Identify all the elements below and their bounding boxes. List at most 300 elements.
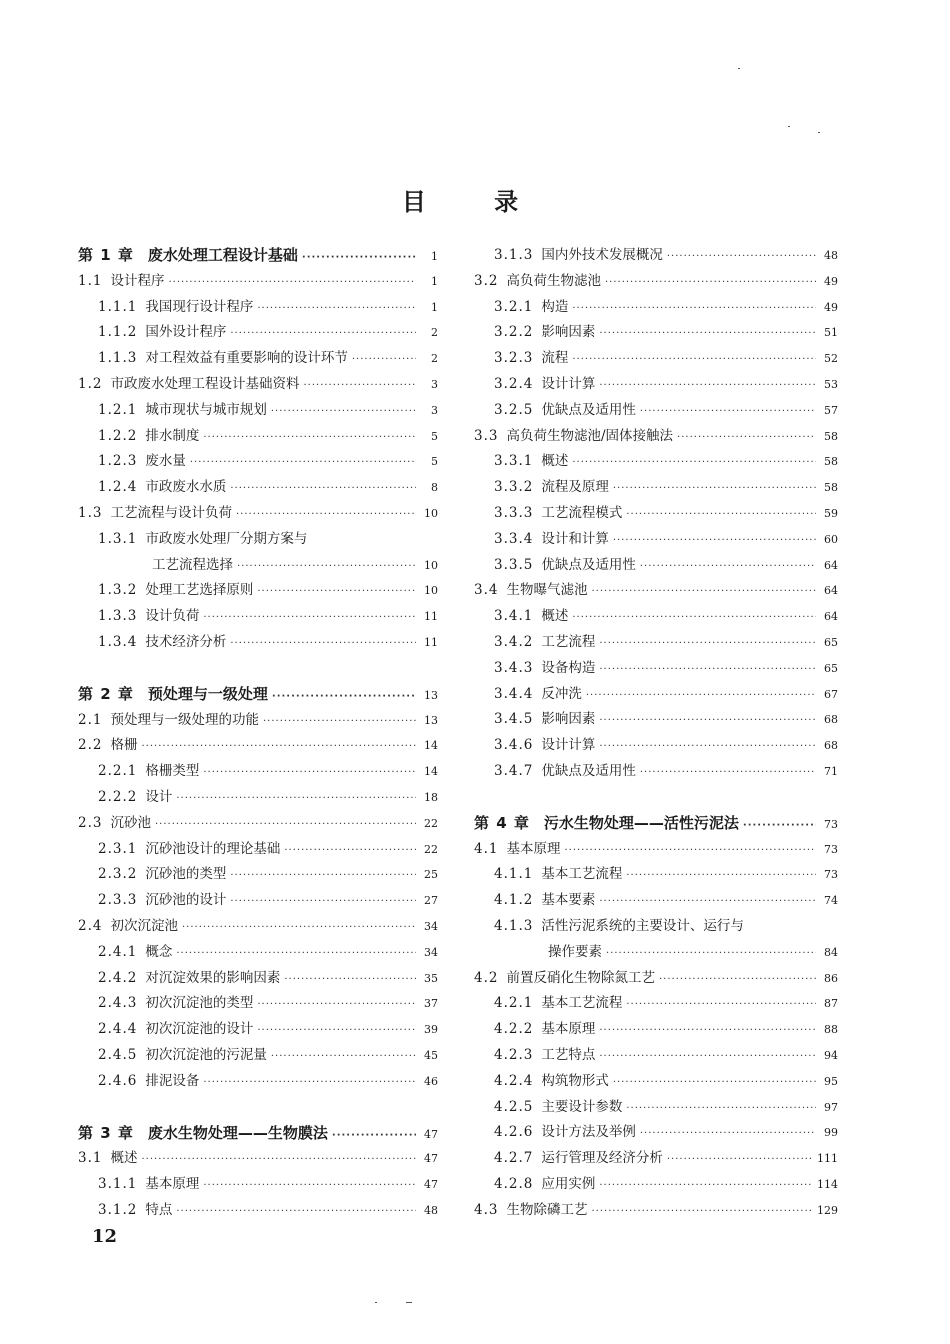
toc-entry-title: 构造 [541, 298, 569, 315]
toc-entry-number: 3.3.4 [494, 530, 534, 547]
toc-entry[interactable] [78, 372, 438, 398]
toc-chapter-entry[interactable] [78, 1121, 438, 1147]
toc-leader-dots [599, 1018, 816, 1044]
scan-speck [788, 126, 790, 127]
toc-leader-dots [640, 760, 816, 786]
toc-entry-number: 2.4.5 [98, 1046, 138, 1063]
toc-entry-number: 2.4.2 [98, 969, 138, 986]
toc-leader-dots [640, 554, 816, 580]
toc-entry-page: 53 [824, 377, 838, 391]
toc-entry-title: 生物除磷工艺 [506, 1201, 588, 1218]
toc-entry-number: 4.3 [474, 1201, 499, 1218]
toc-entry-number: 2.4.3 [98, 995, 138, 1012]
toc-entry[interactable] [78, 475, 438, 501]
toc-entry-number: 3.1.1 [98, 1176, 138, 1193]
toc-entry-page: 11 [424, 610, 438, 624]
toc-entry[interactable] [474, 707, 838, 733]
toc-entry[interactable] [78, 295, 438, 321]
toc-entry[interactable] [474, 424, 838, 450]
toc-entry-title: 废水生物处理——生物膜法 [147, 1123, 328, 1142]
toc-entry-number: 1.3.3 [98, 608, 138, 625]
toc-entry-title: 市政废水水质 [145, 479, 227, 496]
toc-entry-page: 35 [424, 971, 438, 985]
toc-entry-page: 58 [824, 455, 838, 469]
toc-entry-number: 4.2.3 [494, 1046, 534, 1063]
toc-entry-number: 第 1 章 [78, 246, 134, 264]
toc-entry-number: 2.3.1 [98, 840, 138, 857]
toc-entry-title: 优缺点及适用性 [541, 401, 636, 418]
toc-entry-title: 工艺流程与设计负荷 [110, 504, 232, 521]
toc-entry-number: 3.3.3 [494, 504, 534, 521]
toc-entry-number: 第 2 章 [78, 684, 134, 703]
toc-entry[interactable] [78, 398, 438, 424]
scan-speck [738, 68, 740, 69]
toc-entry-number: 3.2.2 [494, 324, 534, 341]
toc-entry-page: 68 [824, 739, 838, 753]
toc-entry-number: 3.3.5 [494, 556, 534, 573]
toc-leader-dots [605, 270, 816, 296]
toc-entry[interactable] [78, 733, 438, 759]
toc-entry-number: 4.2.5 [494, 1098, 534, 1115]
toc-leader-dots [257, 579, 416, 605]
toc-entry-title: 概述 [110, 1150, 138, 1167]
toc-entry-title: 设计和计算 [541, 530, 609, 547]
toc-entry[interactable] [78, 991, 438, 1017]
toc-entry-page: 39 [424, 1023, 438, 1037]
toc-entry-page: 25 [424, 868, 438, 882]
toc-leader-dots [606, 941, 816, 967]
toc-leader-dots [564, 838, 816, 864]
toc-entry-number: 1.3.4 [98, 633, 138, 650]
toc-entry[interactable] [474, 991, 838, 1017]
toc-entry[interactable] [78, 449, 438, 475]
toc-entry-page: 51 [824, 326, 838, 340]
toc-entry[interactable] [474, 1146, 838, 1172]
toc-entry-page: 47 [424, 1127, 438, 1141]
toc-entry-number: 1.1.2 [98, 324, 138, 341]
toc-leader-dots [168, 270, 416, 296]
toc-leader-dots [572, 296, 816, 322]
toc-entry-number: 1.3 [78, 504, 103, 521]
toc-leader-dots [591, 579, 816, 605]
toc-entry-number: 3.2.3 [494, 350, 534, 367]
toc-entry-title: 沉砂池 [110, 814, 151, 831]
toc-entry-number: 3.1.2 [98, 1201, 138, 1218]
toc-entry-number: 3.4.7 [494, 762, 534, 779]
toc-entry-number: 3.3.1 [494, 453, 534, 470]
toc-leader-dots [572, 347, 816, 373]
toc-entry[interactable] [78, 966, 438, 992]
toc-entry-title: 对沉淀效果的影响因素 [145, 969, 281, 986]
toc-entry-title: 工艺流程模式 [541, 504, 623, 521]
toc-entry-title: 高负荷生物滤池/固体接触法 [506, 427, 674, 444]
toc-entry-title: 应用实例 [541, 1175, 596, 1192]
toc-leader-dots [271, 1044, 416, 1070]
toc-entry[interactable] [78, 1198, 438, 1224]
toc-entry-page: 1 [431, 250, 438, 263]
toc-entry-page: 49 [824, 274, 838, 288]
toc-leader-dots [591, 1199, 813, 1225]
toc-entry[interactable] [78, 346, 438, 372]
toc-entry[interactable] [474, 966, 838, 992]
toc-entry[interactable] [474, 888, 838, 914]
toc-entry-number: 4.2.2 [494, 1021, 534, 1038]
toc-entry[interactable] [474, 733, 838, 759]
toc-entry[interactable] [474, 1198, 838, 1224]
toc-entry-number: 3.1.3 [494, 247, 534, 263]
toc-entry[interactable] [474, 682, 838, 708]
toc-entry-page: 73 [824, 868, 838, 882]
toc-entry-number: 第 4 章 [474, 813, 530, 832]
toc-entry[interactable] [474, 553, 838, 579]
toc-entry[interactable] [78, 888, 438, 914]
toc-entry-number: 1.3.2 [98, 582, 138, 599]
toc-entry-page: 58 [824, 481, 838, 495]
toc-entry-number: 3.4.6 [494, 737, 534, 754]
toc-entry-page: 49 [824, 300, 838, 314]
toc-leader-dots [626, 992, 816, 1018]
toc-gap [78, 1095, 438, 1121]
toc-leader-dots [599, 373, 816, 399]
toc-entry[interactable] [474, 862, 838, 888]
toc-entry-title: 设备构造 [541, 659, 596, 676]
toc-entry[interactable] [474, 372, 838, 398]
toc-entry-page: 58 [824, 429, 838, 443]
toc-entry-page: 27 [424, 894, 438, 908]
toc-entry-title: 活性污泥系统的主要设计、运行与 [541, 917, 744, 934]
toc-entry[interactable] [78, 862, 438, 888]
toc-entry-title: 基本要素 [541, 892, 596, 909]
toc-entry-title: 工艺流程选择 [152, 556, 233, 573]
toc-entry[interactable] [78, 914, 438, 940]
scan-speck [406, 1302, 412, 1303]
toc-entry-page: 64 [824, 584, 838, 598]
toc-entry[interactable] [474, 1172, 838, 1198]
toc-entry[interactable] [474, 1069, 838, 1095]
toc-leader-dots [203, 1070, 416, 1096]
toc-entry[interactable] [78, 320, 438, 346]
toc-entry[interactable] [474, 1095, 838, 1121]
toc-entry-title: 市政废水处理厂分期方案与 [145, 530, 308, 547]
toc-entry-page: 10 [424, 558, 438, 572]
toc-entry-title: 基本原理 [506, 840, 561, 857]
toc-entry-page: 11 [424, 635, 438, 649]
toc-entry[interactable] [474, 320, 838, 346]
toc-entry-title: 市政废水处理工程设计基础资料 [110, 375, 300, 392]
toc-leader-dots [599, 321, 816, 347]
toc-entry-page: 1 [431, 274, 438, 288]
toc-entry-title: 操作要素 [548, 943, 602, 960]
toc-entry-number: 1.2.4 [98, 479, 138, 496]
toc-entry[interactable] [474, 1043, 838, 1069]
toc-leader-dots [203, 425, 416, 451]
toc-entry-page: 88 [824, 1023, 838, 1037]
toc-leader-dots [176, 941, 416, 967]
toc-entry-number: 1.1 [78, 272, 103, 289]
toc-leader-dots [667, 244, 816, 270]
toc-entry-number: 3.3 [474, 427, 499, 444]
toc-leader-dots [667, 1147, 813, 1173]
toc-leader-dots [230, 889, 416, 915]
toc-entry-title: 特点 [145, 1201, 173, 1218]
toc-entry[interactable] [474, 837, 838, 863]
page-title: 目 录 [401, 188, 549, 216]
toc-leader-dots [176, 786, 416, 812]
toc-entry-number: 3.4.1 [494, 608, 534, 625]
toc-entry-page: 22 [424, 842, 438, 856]
toc-entry-title: 格栅类型 [145, 763, 200, 780]
toc-entry[interactable] [78, 1172, 438, 1198]
toc-entry[interactable] [474, 527, 838, 553]
toc-leader-dots [613, 1070, 816, 1096]
toc-leader-dots [141, 1147, 416, 1173]
toc-entry[interactable] [474, 1120, 838, 1146]
toc-entry-page: 2 [431, 352, 438, 366]
toc-entry[interactable] [474, 346, 838, 372]
toc-entry-title: 初次沉淀池 [110, 917, 178, 934]
toc-entry-number: 3.3.2 [494, 479, 534, 496]
toc-entry-number: 2.4.6 [98, 1072, 138, 1089]
toc-entry-title: 处理工艺选择原则 [145, 582, 254, 599]
toc-entry-page: 34 [424, 945, 438, 959]
toc-entry-title: 基本工艺流程 [541, 866, 623, 883]
toc-entry-title: 概述 [541, 608, 569, 625]
toc-entry-title: 我国现行设计程序 [145, 298, 254, 315]
toc-entry-page: 1 [431, 300, 438, 314]
toc-entry-page: 10 [424, 506, 438, 520]
toc-entry-title: 优缺点及适用性 [541, 556, 636, 573]
toc-leader-dots [352, 347, 416, 373]
toc-entry-page: 8 [431, 481, 438, 495]
toc-leader-dots [572, 605, 816, 631]
toc-entry[interactable] [78, 837, 438, 863]
toc-entry-page: 14 [424, 765, 438, 779]
toc-entry-number: 2.4.4 [98, 1021, 138, 1038]
toc-entry[interactable] [474, 243, 838, 269]
toc-entry[interactable] [78, 1017, 438, 1043]
toc-entry-page: 46 [424, 1074, 438, 1088]
toc-entry[interactable] [78, 785, 438, 811]
toc-entry-title: 运行管理及经济分析 [541, 1150, 663, 1167]
toc-entry-title: 影响因素 [541, 324, 596, 341]
toc-entry-title: 前置反硝化生物除氮工艺 [506, 969, 655, 986]
toc-entry-page: 64 [824, 610, 838, 624]
toc-entry[interactable] [474, 501, 838, 527]
toc-leader-dots [155, 812, 416, 838]
toc-entry-page: 73 [824, 842, 838, 856]
toc-entry[interactable] [78, 424, 438, 450]
toc-entry[interactable] [474, 398, 838, 424]
toc-entry[interactable] [474, 656, 838, 682]
toc-entry[interactable] [474, 940, 838, 966]
toc-entry-title: 城市现状与城市规划 [145, 401, 267, 418]
toc-leader-dots [176, 1199, 416, 1225]
toc-entry[interactable] [474, 604, 838, 630]
toc-chapter-entry[interactable] [474, 811, 838, 837]
toc-entry-number: 3.2 [474, 272, 499, 289]
toc-chapter-entry[interactable] [78, 682, 438, 708]
toc-entry-page: 60 [824, 532, 838, 546]
toc-entry-title: 工艺特点 [541, 1046, 596, 1063]
toc-entry-page: 71 [824, 764, 838, 778]
toc-entry-page: 99 [824, 1126, 838, 1140]
toc-entry-title: 设计方法及举例 [541, 1124, 636, 1141]
toc-entry-page: 22 [424, 816, 438, 830]
toc-entry[interactable] [474, 449, 838, 475]
toc-leader-dots [599, 734, 816, 760]
toc-entry-page: 5 [431, 455, 438, 469]
toc-leader-dots [272, 684, 416, 710]
toc-leader-dots [190, 450, 416, 476]
toc-entry[interactable] [474, 1017, 838, 1043]
toc-leader-dots [303, 373, 416, 399]
toc-leader-dots [203, 605, 416, 631]
toc-entry-page: 129 [817, 1203, 838, 1217]
toc-entry-title: 初次沉淀池的设计 [145, 1021, 254, 1038]
toc-entry-number: 1.2.2 [98, 427, 138, 444]
toc-entry[interactable] [474, 295, 838, 321]
toc-leader-dots [599, 1173, 813, 1199]
scan-speck [375, 1302, 377, 1303]
toc-entry-page: 84 [824, 945, 838, 959]
toc-entry-number: 2.3 [78, 814, 103, 831]
toc-entry[interactable] [78, 527, 438, 553]
toc-entry-title: 格栅 [110, 737, 138, 754]
toc-leader-dots [599, 631, 816, 657]
toc-entry-page: 48 [424, 1203, 438, 1217]
toc-entry-number: 第 3 章 [78, 1123, 134, 1142]
toc-entry-page: 86 [824, 971, 838, 985]
toc-entry[interactable] [78, 553, 438, 579]
toc-entry-title: 排水制度 [145, 427, 200, 444]
toc-entry-number: 4.2 [474, 969, 499, 986]
toc-entry-page: 47 [424, 1178, 438, 1192]
toc-entry-page: 13 [424, 688, 438, 702]
toc-entry[interactable] [474, 269, 838, 295]
toc-entry-title: 主要设计参数 [541, 1098, 623, 1115]
toc-entry[interactable] [78, 501, 438, 527]
toc-entry-number: 2.3.2 [98, 866, 138, 883]
toc-entry[interactable] [474, 475, 838, 501]
toc-gap [474, 785, 838, 811]
toc-entry-number: 1.2.1 [98, 401, 138, 418]
toc-entry[interactable] [474, 914, 838, 940]
toc-entry[interactable] [474, 759, 838, 785]
toc-entry[interactable] [78, 1043, 438, 1069]
toc-leader-dots [284, 967, 416, 993]
toc-entry-number: 3.2.1 [494, 298, 534, 315]
toc-leader-dots [640, 1121, 816, 1147]
toc-leader-dots [257, 992, 416, 1018]
toc-entry-number: 3.4 [474, 582, 499, 599]
toc-entry[interactable] [78, 759, 438, 785]
toc-entry[interactable] [78, 269, 438, 295]
toc-entry[interactable] [78, 578, 438, 604]
toc-entry-page: 2 [431, 326, 438, 340]
toc-leader-dots [599, 889, 816, 915]
toc-entry-page: 67 [824, 687, 838, 701]
toc-entry-title: 工艺流程 [541, 633, 596, 650]
toc-entry[interactable] [78, 604, 438, 630]
toc-entry[interactable] [78, 708, 438, 734]
toc-entry-page: 13 [424, 713, 438, 727]
toc-entry-page: 52 [824, 352, 838, 366]
toc-entry-title: 初次沉淀池的类型 [145, 995, 254, 1012]
toc-entry-title: 流程 [541, 350, 569, 367]
scan-speck [818, 132, 820, 133]
toc-entry-title: 概述 [541, 453, 569, 470]
toc-entry[interactable] [78, 940, 438, 966]
toc-entry[interactable] [474, 578, 838, 604]
toc-entry-number: 4.2.1 [494, 995, 534, 1012]
toc-entry-title: 设计计算 [541, 375, 596, 392]
toc-leader-dots [263, 709, 416, 735]
toc-leader-dots [640, 399, 816, 425]
toc-entry-title: 影响因素 [541, 711, 596, 728]
toc-entry-page: 74 [824, 894, 838, 908]
toc-entry[interactable] [78, 811, 438, 837]
toc-gap [78, 656, 438, 682]
toc-entry-page: 65 [824, 661, 838, 675]
toc-leader-dots [613, 476, 816, 502]
toc-entry-page: 14 [424, 739, 438, 753]
toc-leader-dots [230, 476, 416, 502]
toc-entry-number: 1.2.3 [98, 453, 138, 470]
toc-leader-dots [230, 631, 416, 657]
toc-entry-page: 64 [824, 558, 838, 572]
toc-leader-dots [271, 399, 416, 425]
toc-entry-page: 68 [824, 713, 838, 727]
toc-entry-page: 114 [817, 1177, 838, 1191]
toc-leader-dots [572, 450, 816, 476]
toc-entry-number: 4.1.1 [494, 866, 534, 883]
toc-entry[interactable] [78, 630, 438, 656]
toc-entry-title: 沉砂池设计的理论基础 [145, 840, 281, 857]
toc-entry-number: 4.2.6 [494, 1124, 534, 1141]
toc-entry-number: 3.4.4 [494, 685, 534, 702]
toc-entry-number: 4.2.4 [494, 1072, 534, 1089]
toc-entry-title: 优缺点及适用性 [541, 762, 636, 779]
toc-entry-title: 设计负荷 [145, 608, 200, 625]
toc-entry-number: 2.4.1 [98, 943, 138, 960]
toc-entry-page: 94 [824, 1048, 838, 1062]
toc-entry-title: 预处理与一级处理 [147, 684, 268, 703]
toc-entry[interactable] [474, 630, 838, 656]
toc-entry-page: 95 [824, 1074, 838, 1088]
toc-entry[interactable] [78, 1069, 438, 1095]
toc-entry[interactable] [78, 1146, 438, 1172]
toc-entry-title: 概念 [145, 943, 173, 960]
toc-leader-dots [182, 915, 416, 941]
toc-leader-dots [284, 838, 416, 864]
toc-entry-number: 2.2 [78, 737, 103, 754]
page-number: 12 [92, 1226, 118, 1247]
toc-entry-title: 构筑物形式 [541, 1072, 609, 1089]
toc-entry-number: 3.4.5 [494, 711, 534, 728]
toc-entry-title: 国外设计程序 [145, 324, 227, 341]
toc-entry-number: 3.4.2 [494, 633, 534, 650]
toc-entry-number: 2.3.3 [98, 892, 138, 909]
toc-chapter-entry[interactable] [78, 243, 438, 269]
toc-entry-number: 2.4 [78, 917, 103, 934]
toc-leader-dots [237, 554, 416, 580]
toc-leader-dots [302, 245, 416, 271]
toc-entry-number: 3.2.4 [494, 375, 534, 392]
toc-entry-number: 1.3.1 [98, 530, 138, 547]
toc-entry-title: 设计计算 [541, 737, 596, 754]
toc-entry-title: 反冲洗 [541, 685, 582, 702]
toc-entry-title: 废水量 [145, 453, 186, 470]
